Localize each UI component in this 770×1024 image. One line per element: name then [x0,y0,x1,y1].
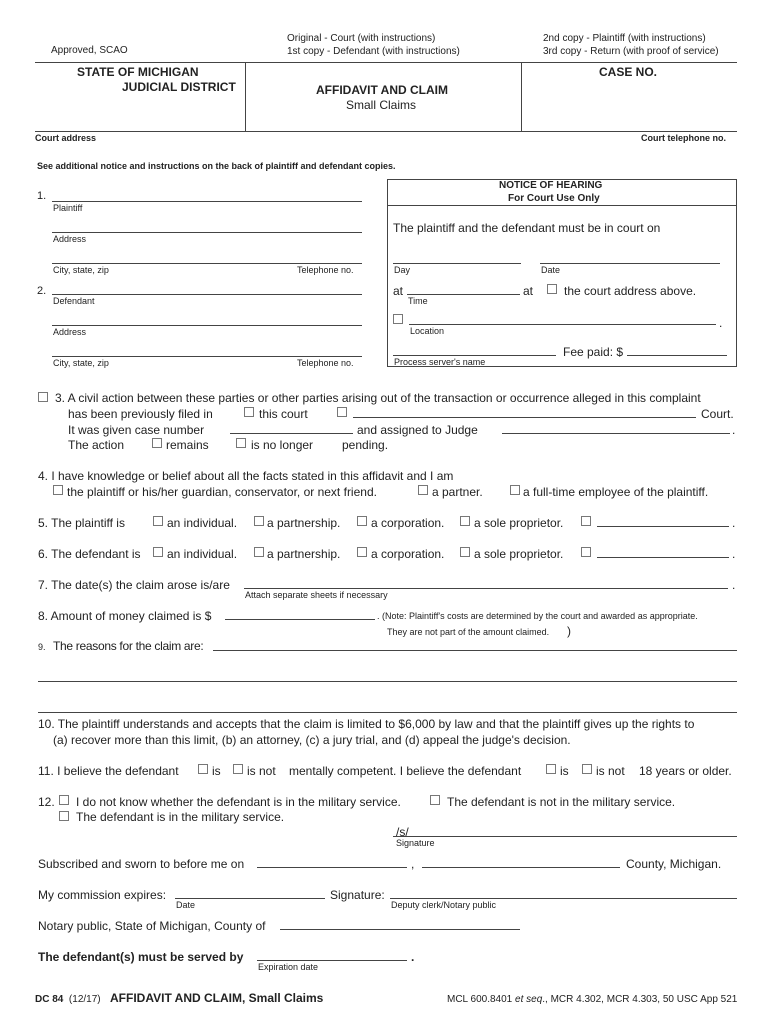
deputy-label: Deputy clerk/Notary public [391,900,497,910]
item-8-note-a: . (Note: Plaintiff's costs are determined by the court and awarded as appropriate. [377,611,698,621]
location-input[interactable] [409,324,716,325]
military-unknown-checkbox[interactable] [59,795,69,805]
item-8-paren: ) [567,624,571,638]
item-3-prev-filed: has been previously filed in [68,407,213,421]
hearing-date-input[interactable] [540,263,720,264]
notice-title: NOTICE OF HEARING [499,180,603,191]
plaintiff-phone-label: Telephone no. [297,265,354,275]
plaintiff-input[interactable] [52,201,362,202]
hearing-day-input[interactable] [393,263,521,264]
fee-paid-label: Fee paid: $ [563,345,624,359]
fee-paid-input[interactable] [627,355,727,356]
state-label: STATE OF MICHIGAN [77,65,199,79]
plaintiff-individual-label: an individual. [167,516,238,530]
subscribed-comma: , [411,857,415,871]
header-divider-right [521,62,522,131]
served-by-label: The defendant(s) must be served by [38,950,244,964]
item-8-note-b: They are not part of the amount claimed. [387,627,550,637]
notice-of-hearing-box [387,179,737,367]
commission-label: My commission expires: [38,888,167,902]
competent-is-label: is [212,764,221,778]
competent-is-checkbox[interactable] [198,764,208,774]
expiration-date-label: Expiration date [258,962,319,972]
age-is-not-checkbox[interactable] [582,764,592,774]
item-9-label: The reasons for the claim are: [53,639,204,653]
court-address-label: Court address [35,133,97,143]
defendant-address-input[interactable] [52,325,362,326]
defendant-label: Defendant [53,296,95,306]
employee-checkbox[interactable] [510,485,520,495]
defendant-corporation-checkbox[interactable] [357,547,367,557]
plaintiff-address-label: Address [53,234,87,244]
approved-label: Approved, SCAO [51,45,128,56]
form-title: AFFIDAVIT AND CLAIM [316,83,448,97]
notary-label: Notary public, State of Michigan, County of [38,919,266,933]
amount-claimed-input[interactable] [225,619,375,620]
signature-input[interactable] [393,836,737,837]
plaintiff-label: Plaintiff [53,203,83,213]
signature2-label: Signature: [330,888,385,902]
defendant-partnership-label: a partnership. [267,547,341,561]
other-court-checkbox[interactable] [337,407,347,417]
item-5-label: 5. The plaintiff is [38,516,125,530]
instructions-notice: See additional notice and instructions on the back of plaintiff and defendant copies. [37,161,396,171]
case-number-input[interactable] [230,433,353,434]
defendant-address-label: Address [53,327,87,337]
item-3-checkbox[interactable] [38,392,48,402]
item-2-number: 2. [37,285,47,297]
pending-label: pending. [342,438,389,452]
citation-em: et seq [515,994,543,1005]
this-court-label: this court [259,407,308,421]
copy-third: 3rd copy - Return (with proof of service) [543,46,719,57]
item-12-number: 12. [38,795,55,809]
header-top-rule [35,62,737,63]
defendant-individual-label: an individual. [167,547,238,561]
plaintiff-guardian-checkbox[interactable] [53,485,63,495]
citation-a: MCL 600.8401 [447,994,516,1005]
hearing-time-label: Time [408,296,428,306]
court-address-checkbox[interactable] [547,284,557,294]
military-label: The defendant is in the military service. [76,810,285,824]
plaintiff-guardian-label: the plaintiff or his/her guardian, conservator, or next friend. [67,485,377,499]
form-number: DC 84 [35,994,64,1005]
plaintiff-partnership-label: a partnership. [267,516,341,530]
judge-period: . [732,423,736,437]
item-6-label: 6. The defendant is [38,547,141,561]
other-court-input[interactable] [353,417,696,418]
no-longer-label: is no longer [251,438,314,452]
age-is-label: is [560,764,569,778]
item-10-line1: 10. The plaintiff understands and accepts that the claim is limited to $6,000 by law and that the plaintiff gives up the rights to [38,717,695,731]
copy-first: 1st copy - Defendant (with instructions) [287,46,460,57]
defendant-proprietor-label: a sole proprietor. [474,547,564,561]
military-unknown-label: I do not know whether the defendant is in the military service. [76,795,401,809]
form-number-footer [35,994,101,1005]
item-11-end: 18 years or older. [639,764,732,778]
court-address-above-label: the court address above. [564,284,697,298]
county-input[interactable] [422,867,620,868]
item-4-line1: 4. I have knowledge or belief about all the facts stated in this affidavit and I am [38,469,454,483]
partner-label: a partner. [432,485,483,499]
process-server-label: Process server's name [394,357,486,367]
plaintiff-proprietor-checkbox[interactable] [460,516,470,526]
defendant-city-label: City, state, zip [53,358,109,368]
county-michigan-label: County, Michigan. [626,857,722,871]
item-11-label: 11. I believe the defendant [38,764,179,778]
plaintiff-partnership-checkbox[interactable] [254,516,264,526]
subscribed-label: Subscribed and sworn to before me on [38,857,245,871]
item-7-period: . [732,578,736,592]
defendant-proprietor-checkbox[interactable] [460,547,470,557]
header-divider-left [245,62,246,131]
defendant-city-input[interactable] [52,356,362,357]
this-court-checkbox[interactable] [244,407,254,417]
notice-subtitle: For Court Use Only [508,193,600,204]
age-is-checkbox[interactable] [546,764,556,774]
district-label: JUDICIAL DISTRICT [122,80,236,94]
employee-label: a full-time employee of the plaintiff. [523,485,709,499]
not-military-label: The defendant is not in the military service. [447,795,676,809]
hearing-statement: The plaintiff and the defendant must be in court on [393,221,661,235]
action-label: The action [68,438,125,452]
item-6-period: . [732,547,736,561]
commission-date-label: Date [176,900,196,910]
no-longer-checkbox[interactable] [236,438,246,448]
item-1-number: 1. [37,190,47,202]
plaintiff-individual-checkbox[interactable] [153,516,163,526]
item-9-number: 9. [38,642,46,652]
hearing-date-label: Date [541,265,561,275]
footer-citation [447,994,737,1005]
competent-is-not-label: is not [247,764,276,778]
copy-second: 2nd copy - Plaintiff (with instructions) [543,33,706,44]
item-11-mid: mentally competent. I believe the defendant [289,764,522,778]
header-bottom-rule [35,131,737,132]
defendant-phone-label: Telephone no. [297,358,354,368]
defendant-individual-checkbox[interactable] [153,547,163,557]
remains-label: remains [166,438,209,452]
military-checkbox[interactable] [59,811,69,821]
reasons-input-line1[interactable] [213,650,737,651]
plaintiff-address-input[interactable] [52,232,362,233]
court-phone-label: Court telephone no. [641,133,726,143]
item-7-note: Attach separate sheets if necessary [245,590,388,600]
hearing-at-label: at [393,284,404,298]
defendant-corporation-label: a corporation. [371,547,445,561]
defendant-other-input[interactable] [597,557,729,558]
plaintiff-corporation-checkbox[interactable] [357,516,367,526]
defendant-input[interactable] [52,294,362,295]
hearing-day-label: Day [394,265,411,275]
defendant-partnership-checkbox[interactable] [254,547,264,557]
plaintiff-other-input[interactable] [597,526,729,527]
judge-input[interactable] [502,433,730,434]
location-period: . [719,316,723,330]
notary-county-input[interactable] [280,929,520,930]
age-is-not-label: is not [596,764,625,778]
signature-label: Signature [396,838,435,848]
footer-title: AFFIDAVIT AND CLAIM, Small Claims [110,991,324,1005]
not-military-checkbox[interactable] [430,795,440,805]
notary-signature-input[interactable] [390,898,737,899]
served-period: . [411,950,415,964]
item-3-line1: 3. A civil action between these parties or other parties arising out of the transaction or occurrence alleged in this complaint [55,391,701,405]
plaintiff-other-checkbox[interactable] [581,516,591,526]
partner-checkbox[interactable] [418,485,428,495]
plaintiff-city-input[interactable] [52,263,362,264]
location-checkbox[interactable] [393,314,403,324]
expiration-date-input[interactable] [257,960,407,961]
remains-checkbox[interactable] [152,438,162,448]
plaintiff-proprietor-label: a sole proprietor. [474,516,564,530]
assigned-judge-label: and assigned to Judge [357,423,478,437]
item-8-label: 8. Amount of money claimed is $ [38,609,212,623]
item-7-label: 7. The date(s) the claim arose is/are [38,578,230,592]
hearing-at-label-2: at [523,284,534,298]
defendant-other-checkbox[interactable] [581,547,591,557]
case-number-label: It was given case number [68,423,205,437]
reasons-input-line2[interactable] [38,681,737,682]
plaintiff-city-label: City, state, zip [53,265,109,275]
item-10-line2: (a) recover more than this limit, (b) an attorney, (c) a jury trial, and (d) appeal the judge's decision. [53,733,571,747]
process-server-input[interactable] [393,355,556,356]
commission-date-input[interactable] [175,898,325,899]
copy-original: Original - Court (with instructions) [287,33,436,44]
reasons-input-line3[interactable] [38,712,737,713]
plaintiff-corporation-label: a corporation. [371,516,445,530]
case-no-label: CASE NO. [599,65,658,79]
hearing-time-input[interactable] [407,294,520,295]
citation-b: ., MCR 4.302, MCR 4.303, 50 USC App 521 [542,994,738,1005]
form-date: (12/17) [68,994,101,1005]
notice-title-rule [387,205,737,206]
competent-is-not-checkbox[interactable] [233,764,243,774]
location-label: Location [410,326,445,336]
sworn-date-input[interactable] [257,867,407,868]
claim-date-input[interactable] [244,588,728,589]
signature-value: /s/ [396,825,409,839]
form-subtitle: Small Claims [346,98,417,112]
court-label: Court. [701,407,734,421]
item-5-period: . [732,516,736,530]
